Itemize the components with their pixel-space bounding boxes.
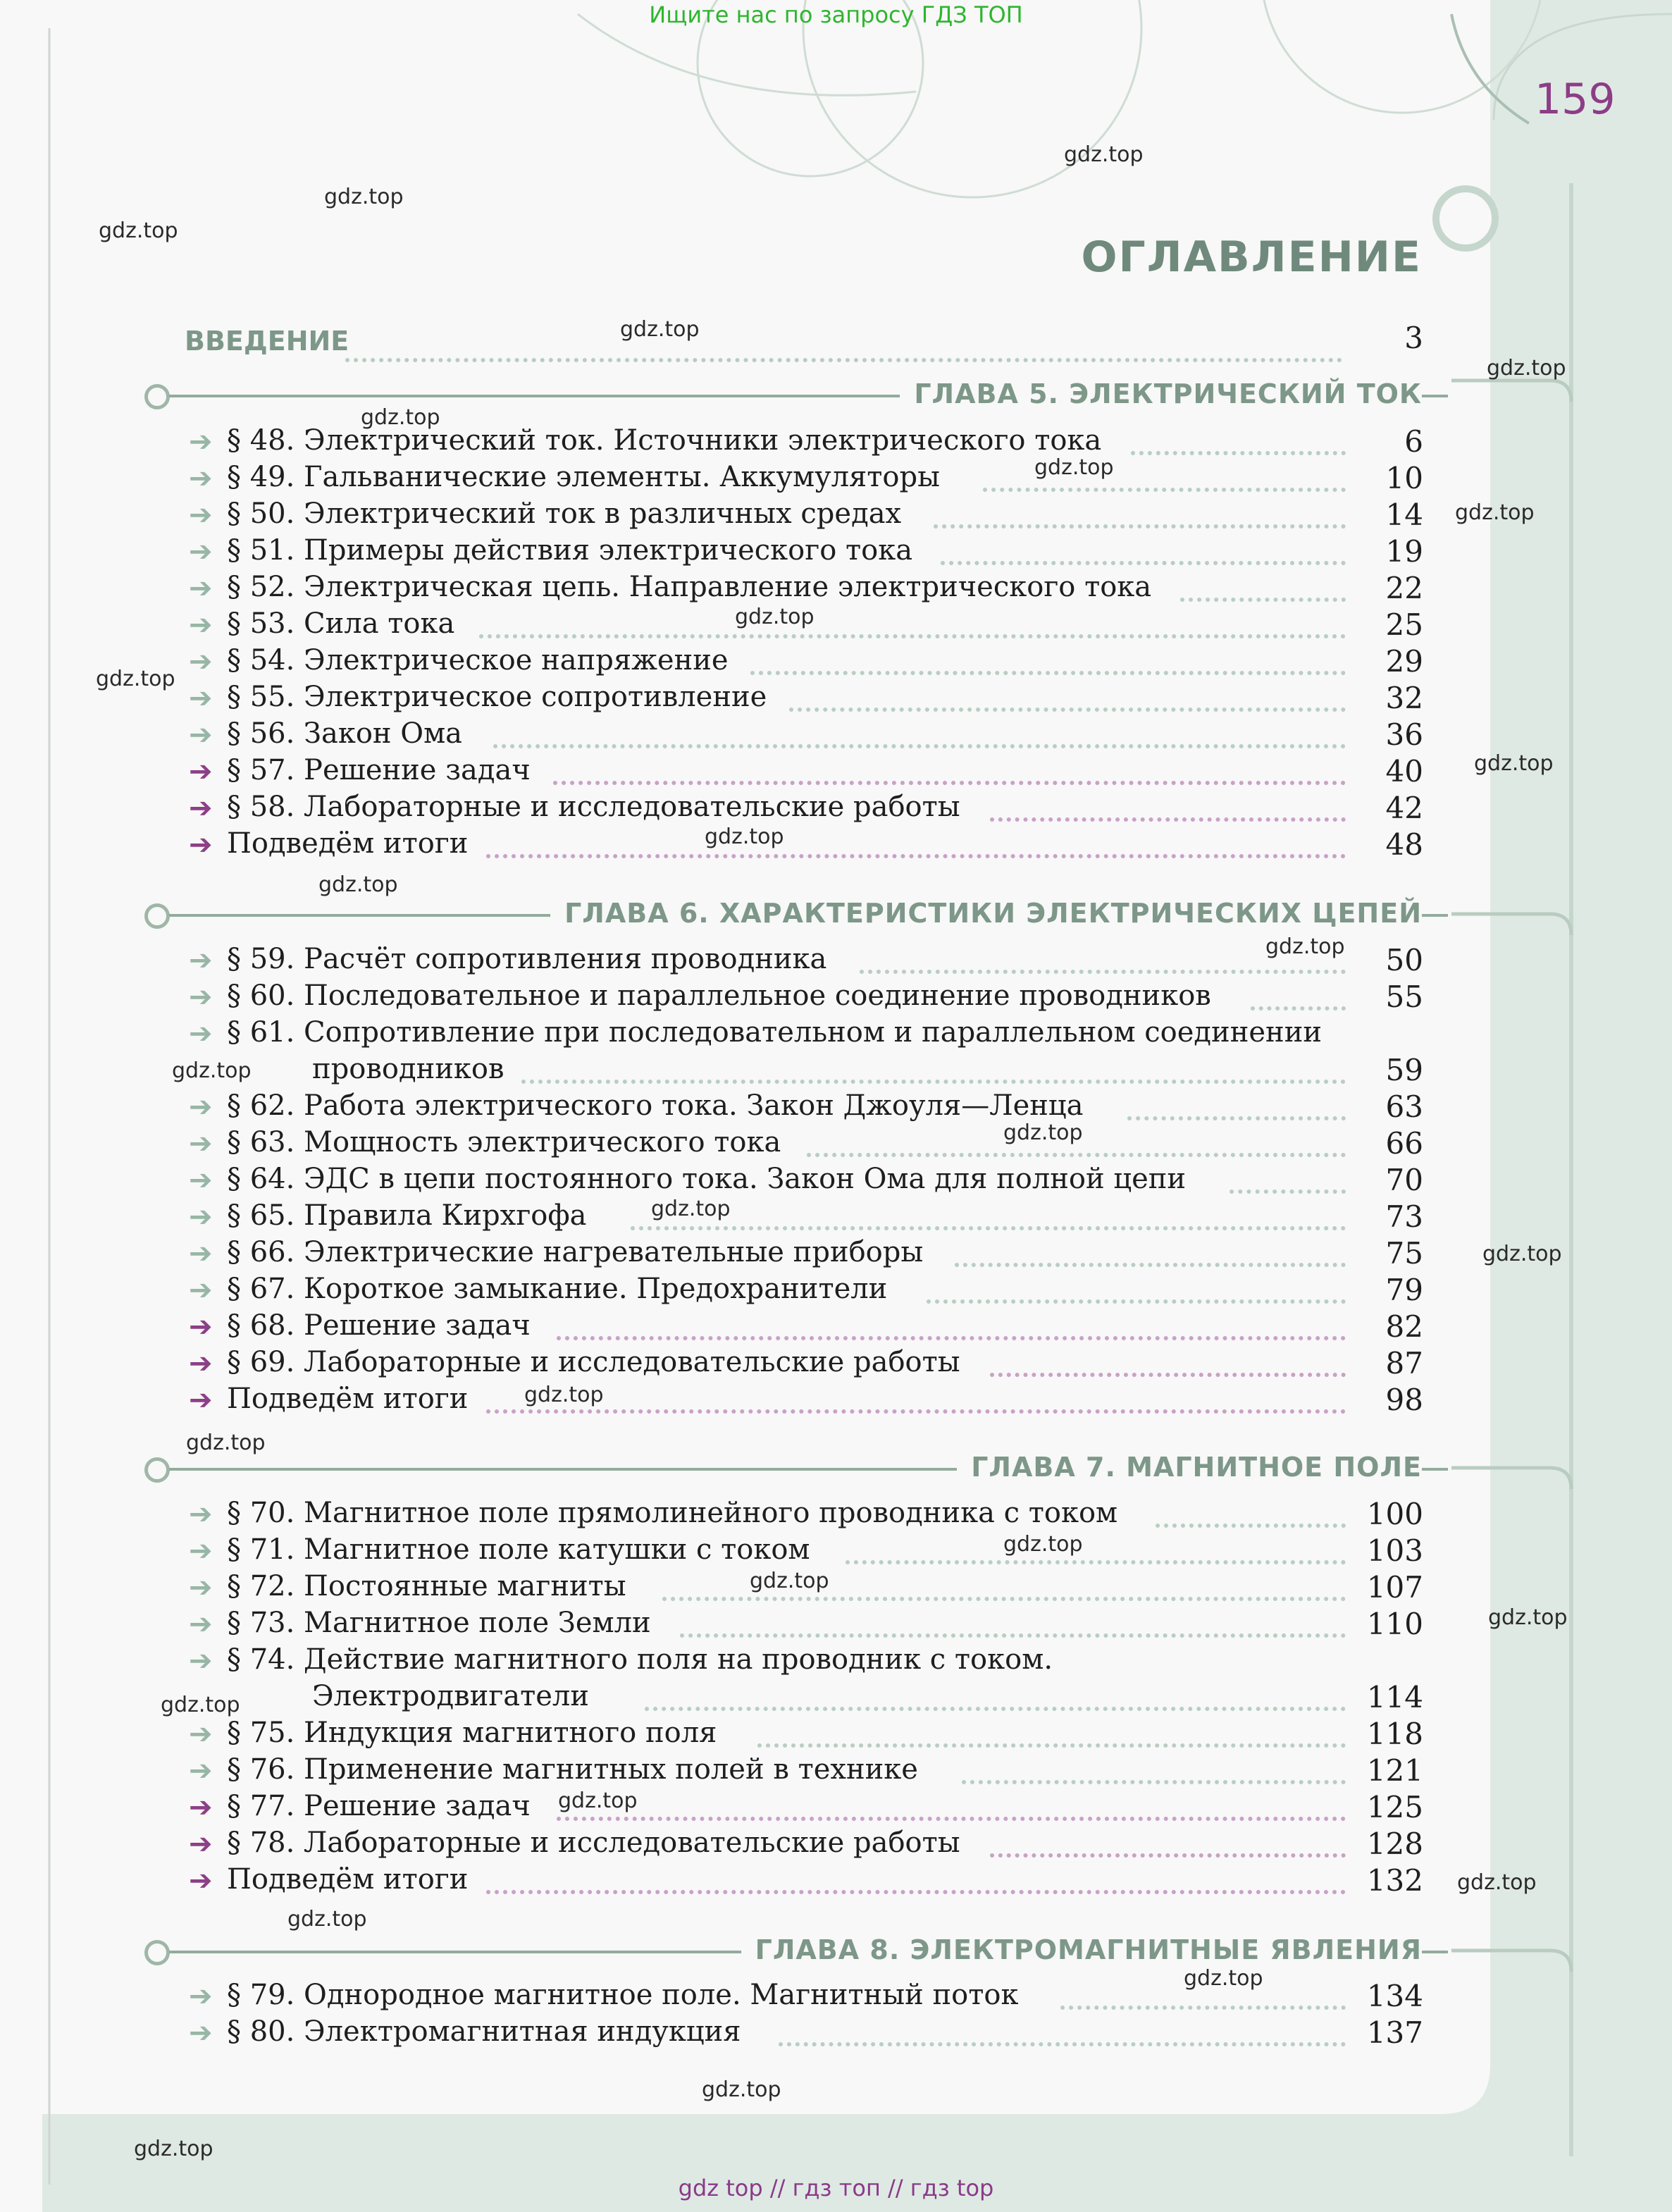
entry-title: Подведём итоги [227, 827, 469, 860]
toc-entry[interactable] [0, 1309, 1672, 1346]
entry-title: Подведём итоги [227, 1863, 469, 1896]
arrow-icon: ➔ [189, 981, 213, 1013]
chapter-title: ГЛАВА 7. МАГНИТНОЕ ПОЛЕ [957, 1452, 1422, 1483]
entry-title: § 76. Применение магнитных полей в технике [227, 1753, 918, 1786]
dot-leader [486, 1890, 1346, 1894]
entry-page: 82 [1385, 1309, 1423, 1344]
watermark: gdz.top [1488, 1605, 1568, 1630]
entry-page: 110 [1366, 1607, 1423, 1641]
chapter-title: ГЛАВА 8. ЭЛЕКТРОМАГНИТНЫЕ ЯВЛЕНИЯ [741, 1934, 1422, 1965]
arrow-icon: ➔ [189, 2017, 213, 2049]
entry-page: 137 [1366, 2015, 1423, 2050]
chapter-marker-icon [144, 384, 170, 409]
dot-leader [631, 1226, 1346, 1230]
arrow-icon: ➔ [189, 1274, 213, 1306]
watermark: gdz.top [161, 1693, 240, 1717]
toc-entry[interactable] [0, 943, 1672, 980]
arrow-icon: ➔ [189, 1164, 213, 1197]
entry-title: § 60. Последовательное и параллельное соединение проводников [227, 980, 1211, 1012]
entry-title: § 67. Короткое замыкание. Предохранители [227, 1273, 888, 1305]
toc-entry[interactable] [0, 1643, 1672, 1717]
watermark: gdz.top [172, 1058, 252, 1083]
entry-page: 87 [1385, 1346, 1423, 1380]
watermark: gdz.top [1482, 1242, 1562, 1266]
entry-page: 70 [1385, 1163, 1423, 1197]
watermark: gdz.top [1034, 455, 1114, 480]
toc-entry[interactable] [0, 681, 1672, 717]
entry-title: § 75. Индукция магнитного поля [227, 1717, 717, 1749]
dot-leader [493, 744, 1346, 748]
entry-page: 100 [1366, 1497, 1423, 1531]
arrow-icon: ➔ [189, 755, 213, 788]
dot-leader [1131, 451, 1346, 455]
entry-page: 22 [1385, 571, 1423, 605]
entry-page: 66 [1385, 1126, 1423, 1161]
arrow-icon: ➔ [189, 1018, 213, 1050]
dot-leader [955, 1263, 1346, 1267]
toc-entry[interactable] [0, 1533, 1672, 1570]
watermark: gdz.top [735, 605, 815, 629]
entry-page: 103 [1366, 1533, 1423, 1568]
arrow-icon: ➔ [189, 572, 213, 605]
dot-leader [941, 561, 1346, 565]
arrow-icon: ➔ [189, 682, 213, 715]
entry-page: 59 [1385, 1053, 1423, 1087]
entry-title: § 74. Действие магнитного поля на проводник с током. [227, 1643, 1053, 1676]
entry-page: 29 [1385, 644, 1423, 679]
entry-title: § 48. Электрический ток. Источники электрического тока [227, 424, 1102, 457]
chapter-title: ГЛАВА 6. ХАРАКТЕРИСТИКИ ЭЛЕКТРИЧЕСКИХ ЦЕПЕЙ [550, 898, 1422, 929]
entry-title: § 50. Электрический ток в различных средах [227, 498, 902, 530]
watermark: gdz.top [524, 1383, 604, 1407]
arrow-icon: ➔ [189, 645, 213, 678]
chapter-marker-icon [144, 1457, 170, 1483]
dot-leader [807, 1153, 1346, 1157]
entry-title: § 52. Электрическая цепь. Направление электрического тока [227, 571, 1152, 603]
arrow-icon: ➔ [189, 609, 213, 641]
toc-entry[interactable] [0, 1273, 1672, 1309]
entry-title: § 64. ЭДС в цепи постоянного тока. Закон Ома для полной цепи [227, 1163, 1187, 1195]
arrow-icon: ➔ [189, 426, 213, 458]
toc-entry[interactable] [0, 1089, 1672, 1126]
entry-page: 73 [1385, 1199, 1423, 1234]
entry-title: § 51. Примеры действия электрического тока [227, 534, 913, 567]
entry-page: 50 [1385, 943, 1423, 977]
toc-entry[interactable] [0, 461, 1672, 498]
watermark: gdz.top [1184, 1966, 1263, 1991]
toc-entry[interactable] [0, 1126, 1672, 1163]
dot-leader [990, 1373, 1346, 1377]
toc-entry[interactable] [0, 1163, 1672, 1199]
watermark: gdz.top [651, 1197, 731, 1221]
entry-page: 128 [1366, 1827, 1423, 1861]
page-number: 159 [1535, 75, 1616, 124]
entry-title: § 77. Решение задач [227, 1790, 531, 1822]
toc-entry[interactable] [0, 1607, 1672, 1643]
toc-entry[interactable] [0, 1863, 1672, 1900]
dot-leader [1180, 598, 1346, 602]
toc-entry[interactable] [0, 2015, 1672, 2052]
arrow-icon: ➔ [189, 1091, 213, 1123]
entry-title: § 54. Электрическое напряжение [227, 644, 729, 676]
toc-entry[interactable] [0, 534, 1672, 571]
entry-title: § 63. Мощность электрического тока [227, 1126, 781, 1158]
watermark: gdz.top [1265, 934, 1345, 959]
dot-leader [662, 1597, 1346, 1601]
watermark: gdz.top [1457, 1870, 1537, 1895]
watermark: gdz.top [1003, 1120, 1083, 1145]
entry-page: 63 [1385, 1089, 1423, 1124]
dot-leader [934, 524, 1346, 529]
entry-title: Подведём итоги [227, 1383, 469, 1415]
watermark: gdz.top [1064, 142, 1144, 167]
entry-title: § 58. Лабораторные и исследовательские работы [227, 791, 960, 823]
entry-title: § 55. Электрическое сопротивление [227, 681, 767, 713]
watermark: gdz.top [1474, 751, 1554, 776]
chapter-marker-icon [144, 1940, 170, 1965]
arrow-icon: ➔ [189, 1791, 213, 1824]
dot-leader [345, 358, 1342, 362]
arrow-icon: ➔ [189, 1608, 213, 1641]
dot-leader [990, 1853, 1346, 1858]
dot-leader [680, 1633, 1346, 1638]
watermark: gdz.top [324, 185, 404, 209]
toc-entry[interactable] [0, 644, 1672, 681]
arrow-icon: ➔ [189, 1347, 213, 1380]
toc-entry[interactable] [0, 1979, 1672, 2015]
arrow-icon: ➔ [189, 1311, 213, 1343]
entry-title-continued: Электродвигатели [312, 1680, 589, 1712]
entry-title: § 61. Сопротивление при последовательном и параллельном соединении [227, 1016, 1323, 1049]
entry-page: 14 [1385, 498, 1423, 532]
toc-entry[interactable] [0, 754, 1672, 791]
toc-entry[interactable] [0, 980, 1672, 1016]
watermark: gdz.top [96, 667, 175, 691]
toc-entry[interactable] [0, 607, 1672, 644]
top-banner[interactable]: Ищите нас по запросу ГДЗ ТОП [649, 1, 1023, 28]
watermark: gdz.top [705, 824, 784, 849]
toc-entry[interactable] [0, 1346, 1672, 1383]
toc-entry[interactable] [0, 1236, 1672, 1273]
chapter-title: ГЛАВА 5. ЭЛЕКТРИЧЕСКИЙ ТОК [900, 378, 1422, 409]
entry-page: 19 [1385, 534, 1423, 569]
dot-leader [557, 1336, 1346, 1340]
toc-entry[interactable] [0, 1497, 1672, 1533]
arrow-icon: ➔ [189, 1384, 213, 1416]
watermark: gdz.top [1487, 356, 1566, 381]
arrow-icon: ➔ [189, 1980, 213, 2013]
toc-entry[interactable] [0, 1753, 1672, 1790]
watermark: gdz.top [287, 1907, 367, 1932]
dot-leader [962, 1780, 1346, 1784]
dot-leader [486, 854, 1346, 858]
dot-leader [1127, 1116, 1346, 1120]
entry-title: § 49. Гальванические элементы. Аккумуляторы [227, 461, 940, 493]
arrow-icon: ➔ [189, 462, 213, 495]
dot-leader [750, 671, 1346, 675]
watermark: gdz.top [1003, 1532, 1083, 1557]
watermark: gdz.top [750, 1569, 829, 1593]
arrow-icon: ➔ [189, 1571, 213, 1604]
toc-entry[interactable] [0, 791, 1672, 827]
dot-leader [645, 1707, 1346, 1711]
arrow-icon: ➔ [189, 1645, 213, 1677]
toc-title: ОГЛАВЛЕНИЕ [1081, 233, 1422, 282]
dot-leader [990, 817, 1346, 822]
dot-leader [521, 1080, 1346, 1084]
entry-title: § 59. Расчёт сопротивления проводника [227, 943, 827, 975]
entry-page: 42 [1385, 791, 1423, 825]
watermark: gdz.top [620, 317, 700, 342]
watermark: gdz.top [186, 1431, 266, 1455]
entry-title: § 72. Постоянные магниты [227, 1570, 626, 1602]
toc-entry[interactable] [0, 827, 1672, 864]
arrow-icon: ➔ [189, 499, 213, 531]
chapter-marker-icon [144, 903, 170, 929]
entry-page: 134 [1366, 1979, 1423, 2013]
toc-entry[interactable] [0, 498, 1672, 534]
dot-leader [1230, 1190, 1346, 1194]
entry-title: § 68. Решение задач [227, 1309, 531, 1342]
dot-leader [860, 970, 1346, 974]
watermark: gdz.top [1455, 500, 1535, 525]
entry-page: 125 [1366, 1790, 1423, 1824]
entry-page: 118 [1366, 1717, 1423, 1751]
dot-leader [553, 781, 1346, 785]
dot-leader [983, 488, 1346, 492]
entry-page: 6 [1404, 424, 1423, 459]
arrow-icon: ➔ [189, 1201, 213, 1233]
entry-title: § 62. Работа электрического тока. Закон Джоуля—Ленца [227, 1089, 1084, 1122]
entry-page: 32 [1385, 681, 1423, 715]
entry-title: § 78. Лабораторные и исследовательские работы [227, 1827, 960, 1859]
entry-title: § 70. Магнитное поле прямолинейного проводника с током [227, 1497, 1118, 1529]
entry-title: § 80. Электромагнитная индукция [227, 2015, 741, 2048]
arrow-icon: ➔ [189, 1237, 213, 1270]
entry-page: 132 [1366, 1863, 1423, 1898]
arrow-icon: ➔ [189, 719, 213, 751]
dot-leader [1251, 1006, 1346, 1011]
watermark: gdz.top [361, 405, 440, 430]
entry-page: 40 [1385, 754, 1423, 789]
arrow-icon: ➔ [189, 1535, 213, 1567]
entry-title: § 71. Магнитное поле катушки с током [227, 1533, 810, 1566]
entry-page: 48 [1385, 827, 1423, 862]
entry-page: 25 [1385, 607, 1423, 642]
watermark: gdz.top [99, 218, 178, 243]
intro-label: ВВЕДЕНИЕ [185, 326, 349, 357]
toc-entry[interactable] [0, 571, 1672, 607]
toc-entry[interactable] [0, 1570, 1672, 1607]
arrow-icon: ➔ [189, 1718, 213, 1750]
arrow-icon: ➔ [189, 792, 213, 824]
arrow-icon: ➔ [189, 1828, 213, 1860]
entry-title: § 73. Магнитное поле Земли [227, 1607, 651, 1639]
entry-page: 36 [1385, 717, 1423, 752]
entry-title-continued: проводников [312, 1053, 504, 1085]
toc-entry[interactable] [0, 424, 1672, 461]
toc-entry[interactable] [0, 1199, 1672, 1236]
watermark: gdz.top [702, 2077, 781, 2102]
dot-leader [779, 2042, 1346, 2046]
arrow-icon: ➔ [189, 1865, 213, 1897]
arrow-icon: ➔ [189, 1755, 213, 1787]
watermark: gdz.top [318, 872, 398, 897]
entry-page: 107 [1366, 1570, 1423, 1605]
entry-page: 55 [1385, 980, 1423, 1014]
entry-page: 114 [1366, 1680, 1423, 1714]
entry-page: 121 [1366, 1753, 1423, 1788]
entry-title: § 57. Решение задач [227, 754, 531, 786]
entry-title: § 79. Однородное магнитное поле. Магнитный поток [227, 1979, 1019, 2011]
dot-leader [927, 1299, 1346, 1304]
dot-leader [846, 1560, 1346, 1564]
toc-entry[interactable] [0, 1827, 1672, 1863]
bottom-banner[interactable]: gdz top // гдз топ // гдз top [678, 2175, 994, 2201]
toc-entry[interactable] [0, 717, 1672, 754]
arrow-icon: ➔ [189, 1498, 213, 1531]
entry-title: § 69. Лабораторные и исследовательские работы [227, 1346, 960, 1378]
dot-leader [479, 634, 1346, 638]
entry-page: 75 [1385, 1236, 1423, 1271]
arrow-icon: ➔ [189, 944, 213, 977]
entry-title: § 65. Правила Кирхгофа [227, 1199, 587, 1232]
toc-entry[interactable] [0, 1717, 1672, 1753]
watermark: gdz.top [134, 2137, 213, 2161]
dot-leader [789, 708, 1346, 712]
entry-title: § 53. Сила тока [227, 607, 455, 640]
toc-entry[interactable] [0, 1383, 1672, 1419]
dot-leader [1156, 1524, 1346, 1528]
toc-entry[interactable] [0, 1790, 1672, 1827]
entry-title: § 56. Закон Ома [227, 717, 463, 750]
arrow-icon: ➔ [189, 536, 213, 568]
dot-leader [1060, 2006, 1346, 2010]
dot-leader [557, 1817, 1346, 1821]
arrow-icon: ➔ [189, 1127, 213, 1160]
dot-leader [486, 1409, 1346, 1414]
entry-page: 10 [1385, 461, 1423, 495]
entry-title: § 66. Электрические нагревательные приборы [227, 1236, 924, 1268]
dot-leader [757, 1743, 1346, 1748]
arrow-icon: ➔ [189, 829, 213, 861]
intro-page: 3 [1404, 321, 1423, 355]
entry-page: 98 [1385, 1383, 1423, 1417]
entry-page: 79 [1385, 1273, 1423, 1307]
watermark: gdz.top [558, 1788, 638, 1813]
